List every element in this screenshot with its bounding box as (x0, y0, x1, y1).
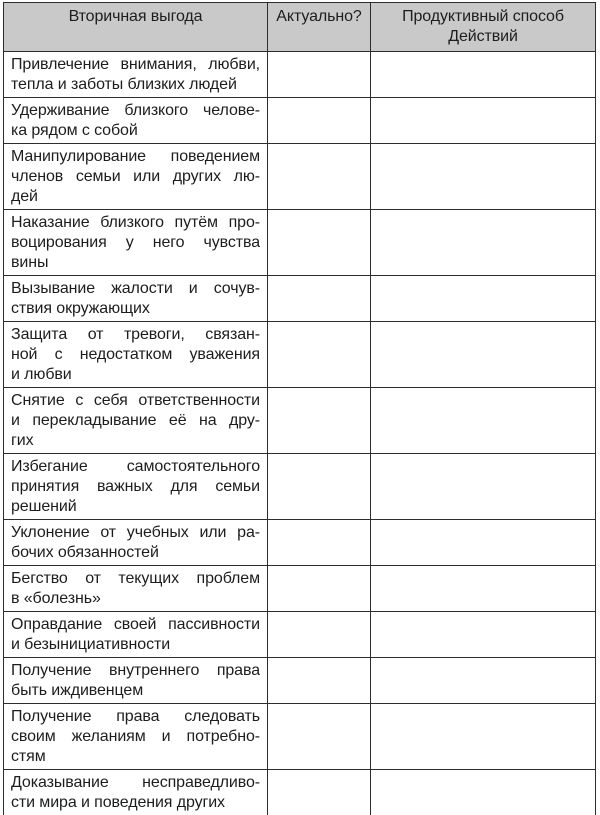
benefit-line: Уклонение от учебных или ра- (11, 524, 260, 541)
benefit-line: и перекладывание её на дру- (11, 412, 260, 429)
benefit-line: бочих обязанностей (11, 544, 159, 561)
actual-cell (268, 612, 371, 658)
actual-cell (268, 658, 371, 704)
benefit-line: Удерживание близкого челове- (11, 102, 260, 119)
benefit-line: Доказывание несправедливо- (11, 774, 260, 791)
benefit-line: Вызывание жалости и сочув- (11, 280, 260, 297)
productive-cell (371, 144, 596, 210)
benefit-cell (4, 52, 268, 98)
benefit-line: дей (11, 188, 38, 205)
column-header-benefit: Вторичная выгода (4, 3, 268, 52)
actual-cell (268, 388, 371, 454)
benefit-line: тепла и заботы близких людей (11, 76, 237, 93)
productive-cell (371, 612, 596, 658)
actual-cell (268, 454, 371, 520)
column-header-productive: Продуктивный способ Действий (371, 3, 596, 52)
secondary-benefits-table (3, 2, 596, 815)
productive-cell (371, 704, 596, 770)
benefit-line: в «болезнь» (11, 590, 101, 607)
benefit-line: стям (11, 748, 46, 765)
table-row (4, 704, 596, 770)
benefit-line: Оправдание своей пассивности (11, 616, 260, 633)
benefit-cell (4, 454, 268, 520)
column-header-actual: Актуально? (268, 3, 371, 52)
benefit-line: Наказание близкого путём про- (11, 214, 260, 231)
table-row (4, 210, 596, 276)
benefit-line: ка рядом с собой (11, 122, 138, 139)
table-row (4, 52, 596, 98)
benefit-line: быть иждивенцем (11, 682, 144, 699)
benefit-line: своим желаниям и потребно- (11, 728, 260, 745)
productive-cell (371, 276, 596, 322)
table-row (4, 322, 596, 388)
actual-cell (268, 210, 371, 276)
table-row (4, 454, 596, 520)
benefit-cell (4, 322, 268, 388)
benefit-cell (4, 210, 268, 276)
table-row (4, 520, 596, 566)
actual-cell (268, 144, 371, 210)
productive-cell (371, 658, 596, 704)
actual-cell (268, 704, 371, 770)
benefit-line: решений (11, 498, 77, 515)
benefit-line: сти мира и поведения других (11, 794, 225, 811)
table-body (4, 52, 596, 815)
benefit-cell (4, 770, 268, 815)
actual-cell (268, 770, 371, 815)
benefit-line: Получение права следовать (11, 708, 260, 725)
benefit-line: и любви (11, 366, 72, 383)
table-row (4, 770, 596, 815)
benefit-line: Избегание самостоятельного (11, 458, 260, 475)
benefit-line: Манипулирование поведением (11, 148, 260, 165)
benefit-cell (4, 276, 268, 322)
benefit-line: воцирования у него чувства (11, 234, 260, 251)
benefit-line: членов семьи или других лю- (11, 168, 260, 185)
table-row (4, 566, 596, 612)
productive-cell (371, 322, 596, 388)
benefit-line: Получение внутреннего права (11, 662, 260, 679)
actual-cell (268, 98, 371, 144)
benefit-line: вины (11, 254, 49, 271)
productive-cell (371, 520, 596, 566)
productive-cell (371, 210, 596, 276)
benefit-cell (4, 144, 268, 210)
table-row (4, 144, 596, 210)
productive-cell (371, 98, 596, 144)
benefit-line: Снятие с себя ответственности (11, 392, 260, 409)
benefit-line: Защита от тревоги, связан- (11, 326, 260, 343)
table-row (4, 658, 596, 704)
actual-cell (268, 276, 371, 322)
actual-cell (268, 322, 371, 388)
benefit-line: ствия окружающих (11, 300, 150, 317)
table-row (4, 276, 596, 322)
productive-cell (371, 770, 596, 815)
benefit-cell (4, 520, 268, 566)
actual-cell (268, 52, 371, 98)
productive-cell (371, 388, 596, 454)
productive-cell (371, 454, 596, 520)
actual-cell (268, 566, 371, 612)
benefit-cell (4, 612, 268, 658)
benefit-cell (4, 388, 268, 454)
benefit-cell (4, 566, 268, 612)
benefit-cell (4, 98, 268, 144)
actual-cell (268, 520, 371, 566)
table-row (4, 612, 596, 658)
benefit-line: гих (11, 432, 34, 449)
benefit-line: ной с недостатком уважения (11, 346, 260, 363)
table-header (4, 3, 596, 52)
table-row (4, 388, 596, 454)
table-row (4, 98, 596, 144)
header-row (4, 3, 596, 52)
productive-cell (371, 566, 596, 612)
benefit-line: Бегство от текущих проблем (11, 570, 260, 587)
benefit-line: и безынициативности (11, 636, 171, 653)
benefit-cell (4, 704, 268, 770)
benefit-cell (4, 658, 268, 704)
benefit-line: Привлечение внимания, любви, (11, 56, 260, 73)
productive-cell (371, 52, 596, 98)
benefit-line: принятия важных для семьи (11, 478, 260, 495)
